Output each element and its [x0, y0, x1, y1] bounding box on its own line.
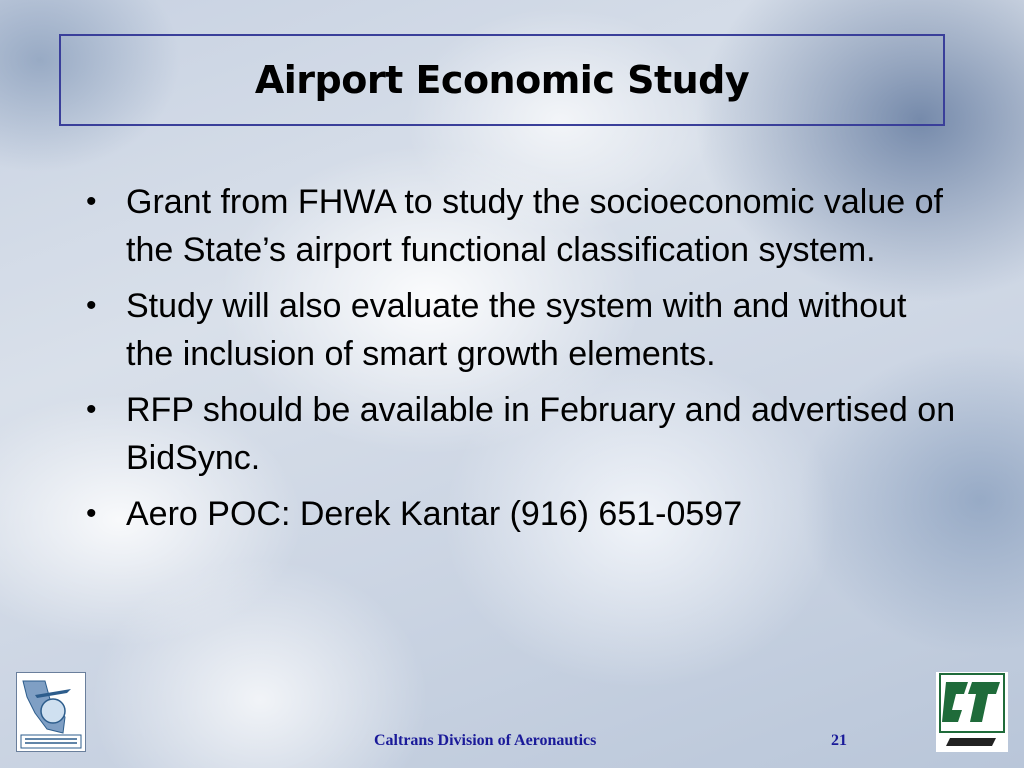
bullet-icon: • — [86, 185, 97, 218]
bullet-item — [80, 178, 960, 274]
bullet-text: Aero POC: Derek Kantar (916) 651-0597 — [126, 495, 743, 533]
slide-title: Airport Economic Study — [254, 58, 750, 102]
bullet-text: RFP should be available in February and advertised on BidSync. — [126, 391, 956, 477]
bullet-icon: • — [86, 393, 97, 426]
caltrans-logo — [936, 672, 1008, 752]
bullet-item — [80, 386, 960, 482]
bullet-text: Grant from FHWA to study the socioeconomic value of the State’s airport functional classification system. — [126, 183, 943, 269]
division-of-aeronautics-logo — [16, 672, 86, 752]
bullet-list — [80, 178, 960, 546]
caltrans-emblem-icon — [936, 672, 1008, 752]
bullet-item — [80, 490, 960, 538]
footer-organization-text: Caltrans Division of Aeronautics — [374, 732, 597, 749]
page-number: 21 — [831, 732, 847, 749]
bullet-icon: • — [86, 289, 97, 322]
bullet-item — [80, 282, 960, 378]
title-box — [59, 34, 945, 126]
bullet-icon: • — [86, 497, 97, 530]
aeronautics-emblem-icon — [17, 673, 85, 751]
bullet-text: Study will also evaluate the system with and without the inclusion of smart growth elements. — [126, 287, 907, 373]
